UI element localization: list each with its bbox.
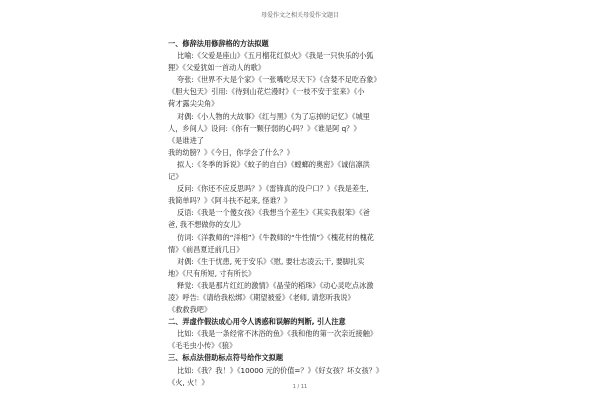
section-heading: 三、标点法借助标点符号给作文拟题 xyxy=(168,353,284,363)
text-line: 凌》呼告:《请给我松绑》《期望被爱》《老师, 请您听我说》 xyxy=(168,292,355,302)
text-line: 我的幼膀？》《今日，你学会了什么？》 xyxy=(168,147,294,157)
text-line: 地》《尺有所短, 寸有所长》 xyxy=(168,268,256,278)
text-line: 夸张:《世界不大是个家》《一张嘴吃尽天下》《含婪不足吃吞象》 xyxy=(177,75,381,85)
text-line: 比如:《我？我！》《10000 元的价值=？》《好女孩？坏女孩？》 xyxy=(177,365,384,375)
text-line: 记》 xyxy=(168,172,183,182)
page-number: 1 / 11 xyxy=(292,384,308,390)
text-line: 对偶:《小人物的大故事》《红与黑》《为了忘掉的记忆》《城里 xyxy=(177,111,370,121)
page-header: 母爱作文之相关母爱作文题目 xyxy=(260,12,339,19)
text-line: 荷才露尖尖角》 xyxy=(168,99,219,109)
text-line: 比喻:《父爱是座山》《五月榴花红似火》《我是一只快乐的小狐 xyxy=(177,51,374,61)
section-heading: 二、弄虚作假法成心用令人诱惑和误解的判断, 引人注意 xyxy=(168,317,346,327)
text-line: 情》《前昌夏迁前几日》 xyxy=(168,244,244,254)
text-line: 《是谁进了 xyxy=(168,135,204,145)
text-line: 反语:《我是一个傻女孩》《我想当个差生》《其实我很笨》《爸 xyxy=(177,208,370,218)
text-line: 对偶:《生于忧患, 死于安乐》《慰, 要壮志凌云;干, 要脚扎实 xyxy=(177,256,365,266)
text-line: 仿词:《洋教师的“洋相”》《牛教师的“牛性情”》《槐花村的槐花 xyxy=(177,232,374,242)
text-line: 爸, 我不想做你的女儿》 xyxy=(168,220,245,230)
text-line: 《毛毛虫小传》《狼》 xyxy=(168,341,237,351)
text-line: 释觉:《我是那片红红的激情》《晶莹的稻珠》《动心灵吃点冰激 xyxy=(177,280,374,290)
section-heading: 一、修辞法用修辞格的方法拟题 xyxy=(168,39,269,48)
text-line: 狸》《父爱犹如一首动人的歌》 xyxy=(168,63,266,73)
text-line: 拟人:《冬季的诉说》《蚊子的自白》《螳螂的奥密》《诚信凛洪 xyxy=(177,159,370,169)
text-line: 反问:《你还不应反思吗？》《雷锋真的没户口？》《我是差生, xyxy=(177,184,369,194)
document-body xyxy=(168,38,433,389)
text-line: 人，乡间人》设问:《你有一颗仔弱的心吗？》《谁是阿 q？》 xyxy=(168,123,361,133)
text-line: 我简单吗？》《阿斗扶不起来, 怪谁？》 xyxy=(168,196,292,206)
text-line: 比如:《我是一条经常不沐浴的鱼》《我和他的第一次亲近接触》 xyxy=(177,329,378,339)
text-line: 《救救我吧》 xyxy=(168,305,212,315)
text-line: 《胆大包天》引用:《待到山花烂漫时》《一枝不安于室来》《小 xyxy=(168,87,365,97)
text-line: 《火, 火！》 xyxy=(168,377,209,387)
